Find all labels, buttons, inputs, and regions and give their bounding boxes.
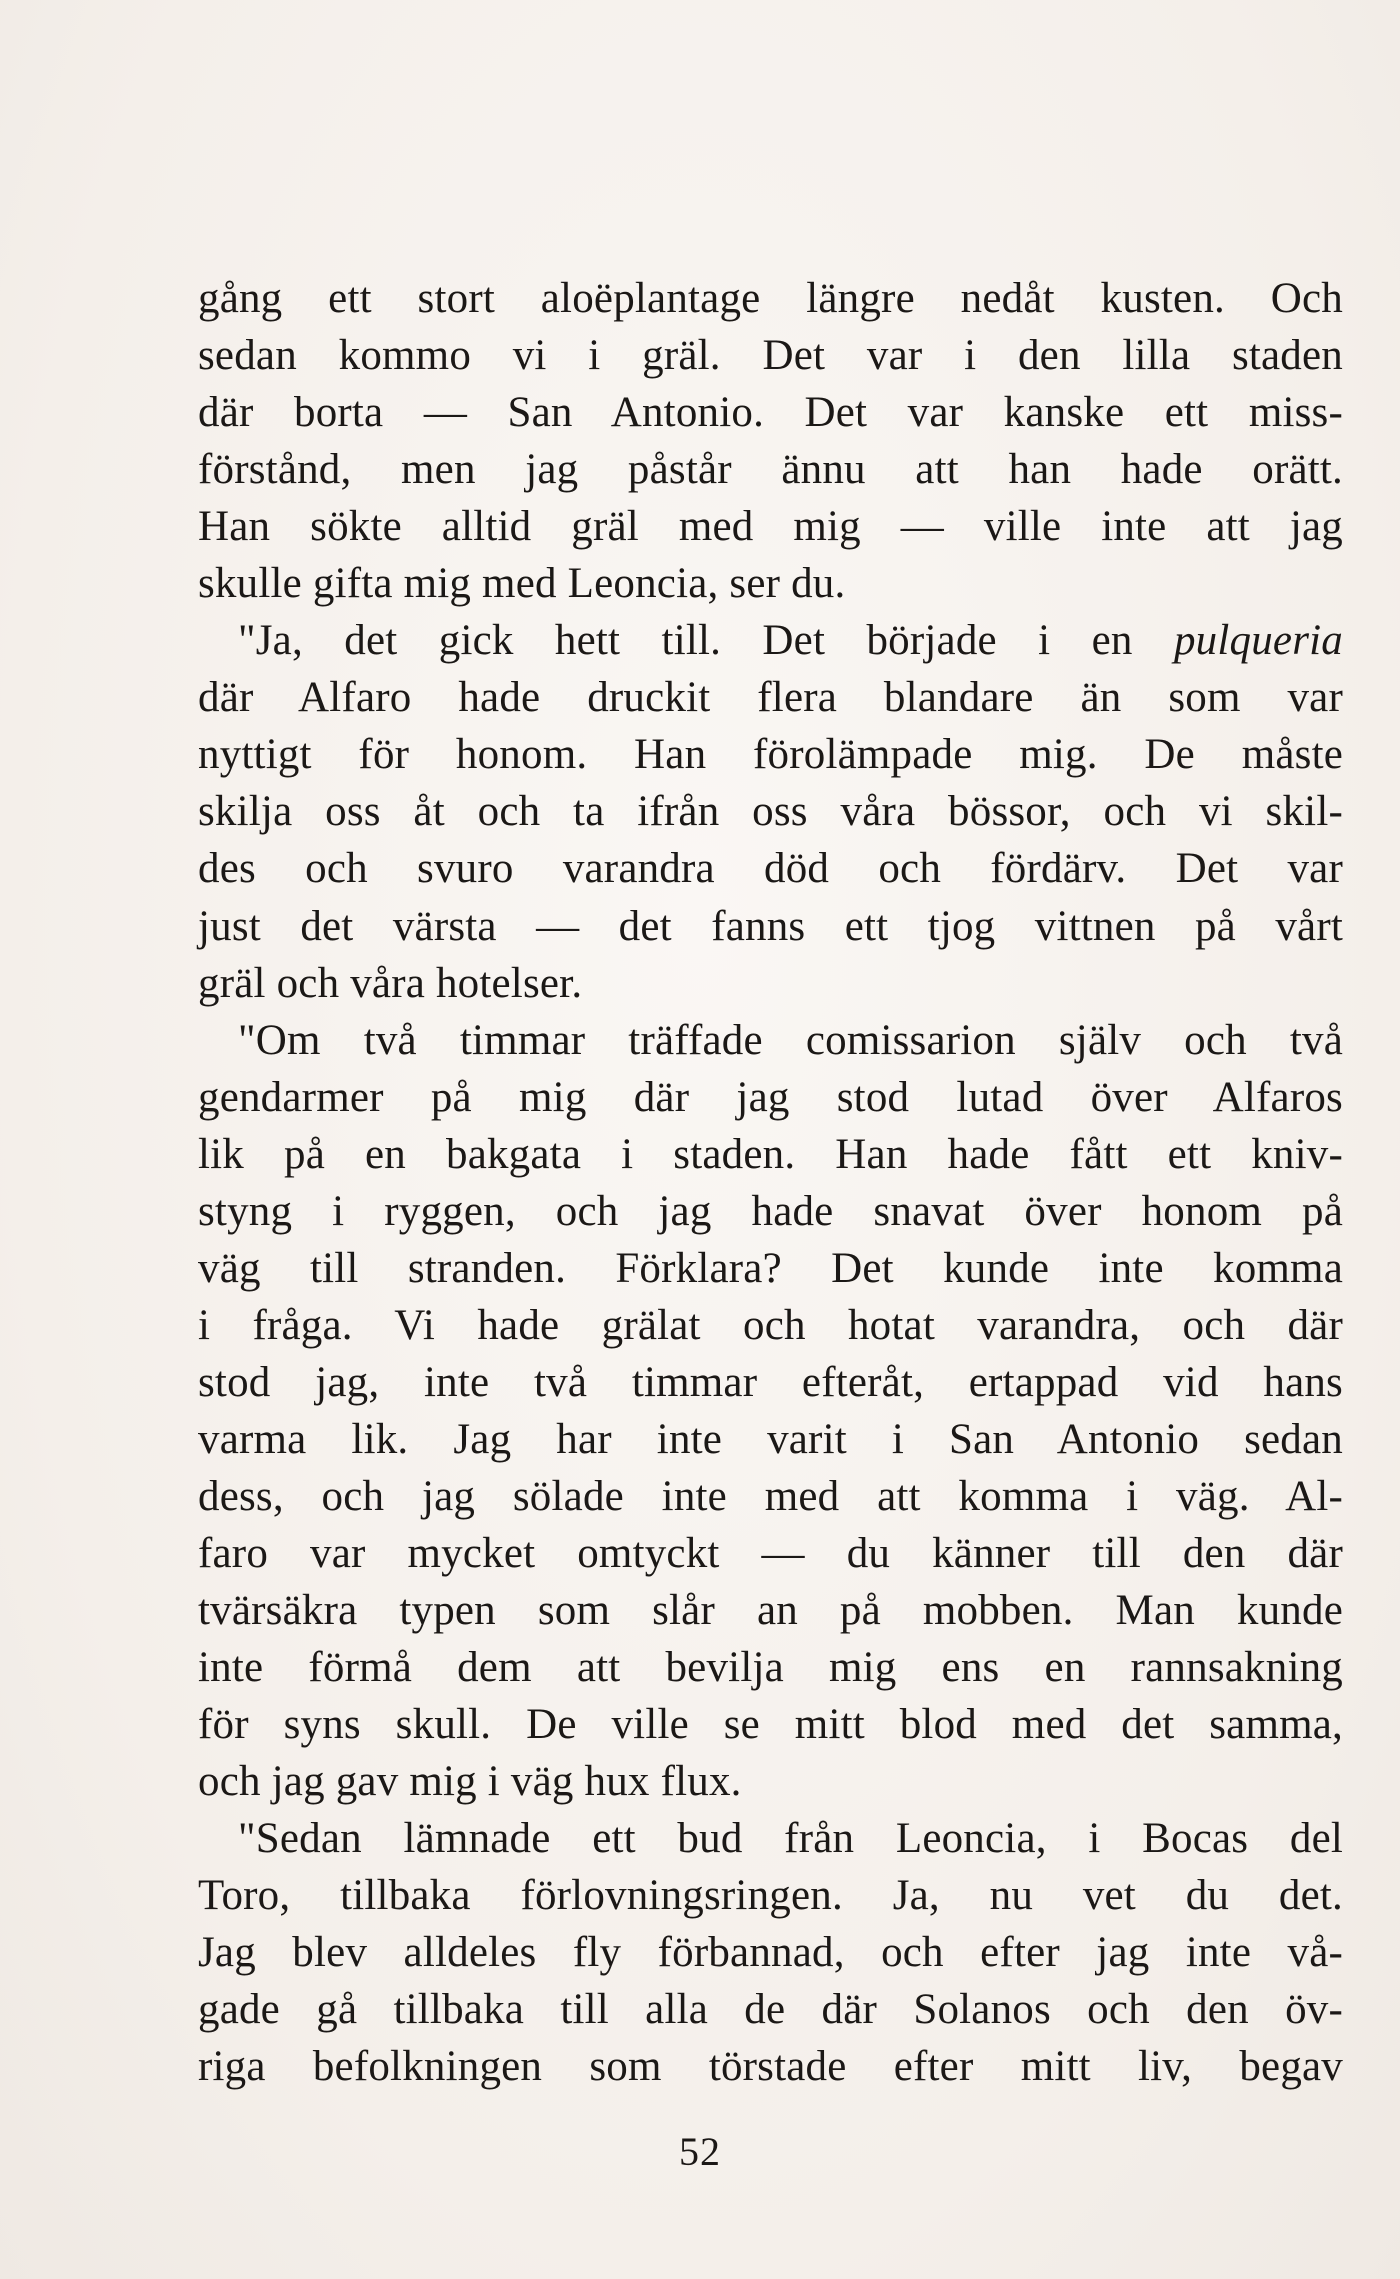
text-line: gade gå tillbaka till alla de där Solanos och den öv- xyxy=(198,1986,1343,2034)
text-line: "Om två timmar träffade comissarion själv och två xyxy=(238,1016,1343,1064)
text-line: lik på en bakgata i staden. Han hade fått ett kniv- xyxy=(198,1130,1343,1178)
text-line: där borta — San Antonio. Det var kanske ett miss- xyxy=(198,389,1343,437)
text-line: tvärsäkra typen som slår an på mobben. Man kunde xyxy=(198,1587,1343,1635)
text-line: där Alfaro hade druckit flera blandare än som var xyxy=(198,674,1343,722)
text-line: förstånd, men jag påstår ännu att han hade orätt. xyxy=(198,446,1343,494)
body-text xyxy=(198,270,1343,2096)
text-line: Toro, tillbaka förlovningsringen. Ja, nu vet du det. xyxy=(198,1872,1343,1920)
text-line: just det värsta — det fanns ett tjog vittnen på vårt xyxy=(198,902,1343,950)
text-fragment: "Ja, det gick hett till. Det började i en xyxy=(238,617,1174,665)
text-line: dess, och jag sölade inte med att komma i väg. Al- xyxy=(198,1472,1343,1520)
text-line: Han sökte alltid gräl med mig — ville inte att jag xyxy=(198,503,1343,551)
text-line: väg till stranden. Förklara? Det kunde inte komma xyxy=(198,1244,1343,1292)
text-line: sedan kommo vi i gräl. Det var i den lilla staden xyxy=(198,332,1343,380)
text-line: nyttigt för honom. Han förolämpade mig. De måste xyxy=(198,731,1343,779)
text-line: skilja oss åt och ta ifrån oss våra bössor, och vi skil- xyxy=(198,788,1343,836)
text-line: varma lik. Jag har inte varit i San Antonio sedan xyxy=(198,1415,1343,1463)
text-line: för syns skull. De ville se mitt blod med det samma, xyxy=(198,1701,1343,1749)
text-line: inte förmå dem att bevilja mig ens en rannsakning xyxy=(198,1644,1343,1692)
text-line: des och svuro varandra död och fördärv. Det var xyxy=(198,845,1343,893)
text-line: gång ett stort aloëplantage längre nedåt kusten. Och xyxy=(198,275,1343,322)
text-line: gräl och våra hotelser. xyxy=(198,959,583,1007)
text-line: "Sedan lämnade ett bud från Leoncia, i Bocas del xyxy=(238,1815,1343,1863)
page-number: 52 xyxy=(679,2129,721,2174)
italic-word: pulqueria xyxy=(1173,617,1343,665)
text-line: styng i ryggen, och jag hade snavat över honom på xyxy=(198,1187,1343,1235)
text-line: Jag blev alldeles fly förbannad, och efter jag inte vå- xyxy=(198,1929,1343,1977)
text-line: gendarmer på mig där jag stod lutad över Alfaros xyxy=(198,1073,1343,1121)
text-line: riga befolkningen som törstade efter mitt liv, begav xyxy=(198,2043,1343,2091)
text-line: i fråga. Vi hade grälat och hotat varandra, och där xyxy=(198,1301,1343,1349)
text-line-with-italic xyxy=(198,612,1343,669)
text-line: och jag gav mig i väg hux flux. xyxy=(198,1758,742,1806)
text-line: faro var mycket omtyckt — du känner till den där xyxy=(198,1530,1343,1578)
text-line: skulle gifta mig med Leoncia, ser du. xyxy=(198,560,846,608)
text-line: stod jag, inte två timmar efteråt, ertappad vid hans xyxy=(198,1358,1343,1406)
